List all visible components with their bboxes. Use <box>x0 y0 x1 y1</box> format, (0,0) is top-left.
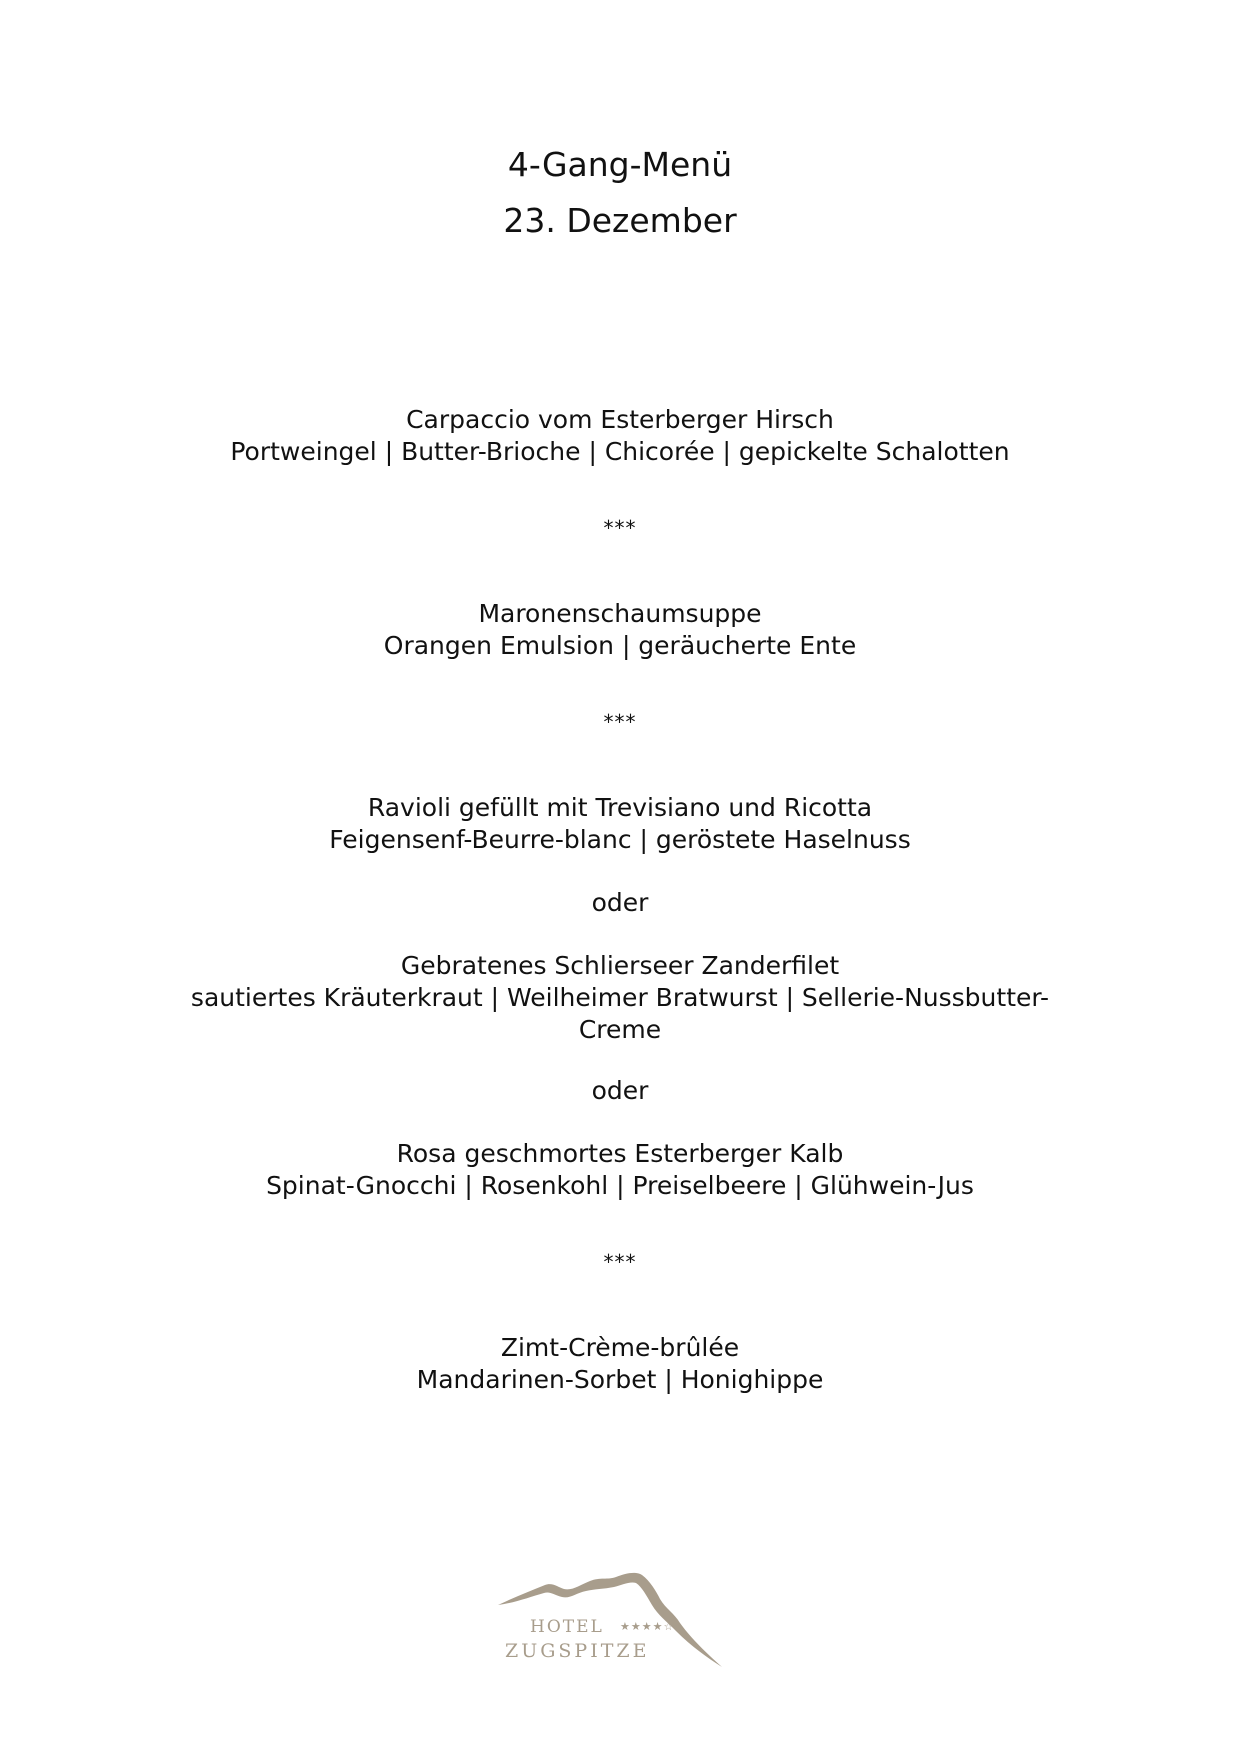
course-starter <box>0 404 1240 468</box>
course-separator: *** <box>603 516 637 540</box>
course-sides: Orangen Emulsion | geräucherte Ente <box>383 631 857 660</box>
logo-stars: ★★★★☆ <box>620 1620 675 1633</box>
menu-header <box>0 137 1240 249</box>
course-name: Ravioli gefüllt mit Trevisiano und Ricotta <box>367 793 873 822</box>
course-soup <box>0 598 1240 662</box>
course-sides: sautiertes Kräuterkraut | Weilheimer Bratwurst | Sellerie-Nussbutter- <box>190 983 1050 1012</box>
alternative-label: oder <box>591 1076 649 1105</box>
course-main-ravioli <box>0 792 1240 856</box>
course-sides: Spinat-Gnocchi | Rosenkohl | Preiselbeere | Glühwein-Jus <box>266 1171 974 1200</box>
course-name: Rosa geschmortes Esterberger Kalb <box>396 1139 844 1168</box>
course-name: Zimt-Crème-brûlée <box>500 1333 740 1362</box>
menu-date: 23. Dezember <box>503 201 737 240</box>
course-name: Carpaccio vom Esterberger Hirsch <box>406 405 834 434</box>
course-separator: *** <box>603 1250 637 1274</box>
course-main-zander <box>0 950 1240 1046</box>
course-dessert <box>0 1332 1240 1396</box>
logo-hotel-label: HOTEL <box>530 1617 604 1637</box>
course-sides: Feigensenf-Beurre-blanc | geröstete Haselnuss <box>329 825 911 854</box>
course-sides-continued: Creme <box>578 1015 662 1044</box>
course-sides: Portweingel | Butter-Brioche | Chicorée | gepickelte Schalotten <box>230 437 1010 466</box>
course-sides: Mandarinen-Sorbet | Honighippe <box>416 1365 824 1394</box>
course-name: Gebratenes Schlierseer Zanderfilet <box>400 951 840 980</box>
menu-title: 4-Gang-Menü <box>507 145 733 184</box>
alternative-label: oder <box>591 888 649 917</box>
course-name: Maronenschaumsuppe <box>478 599 762 628</box>
course-separator: *** <box>603 710 637 734</box>
logo-hotel-name: ZUGSPITZE <box>505 1640 650 1662</box>
course-main-kalb <box>0 1138 1240 1202</box>
